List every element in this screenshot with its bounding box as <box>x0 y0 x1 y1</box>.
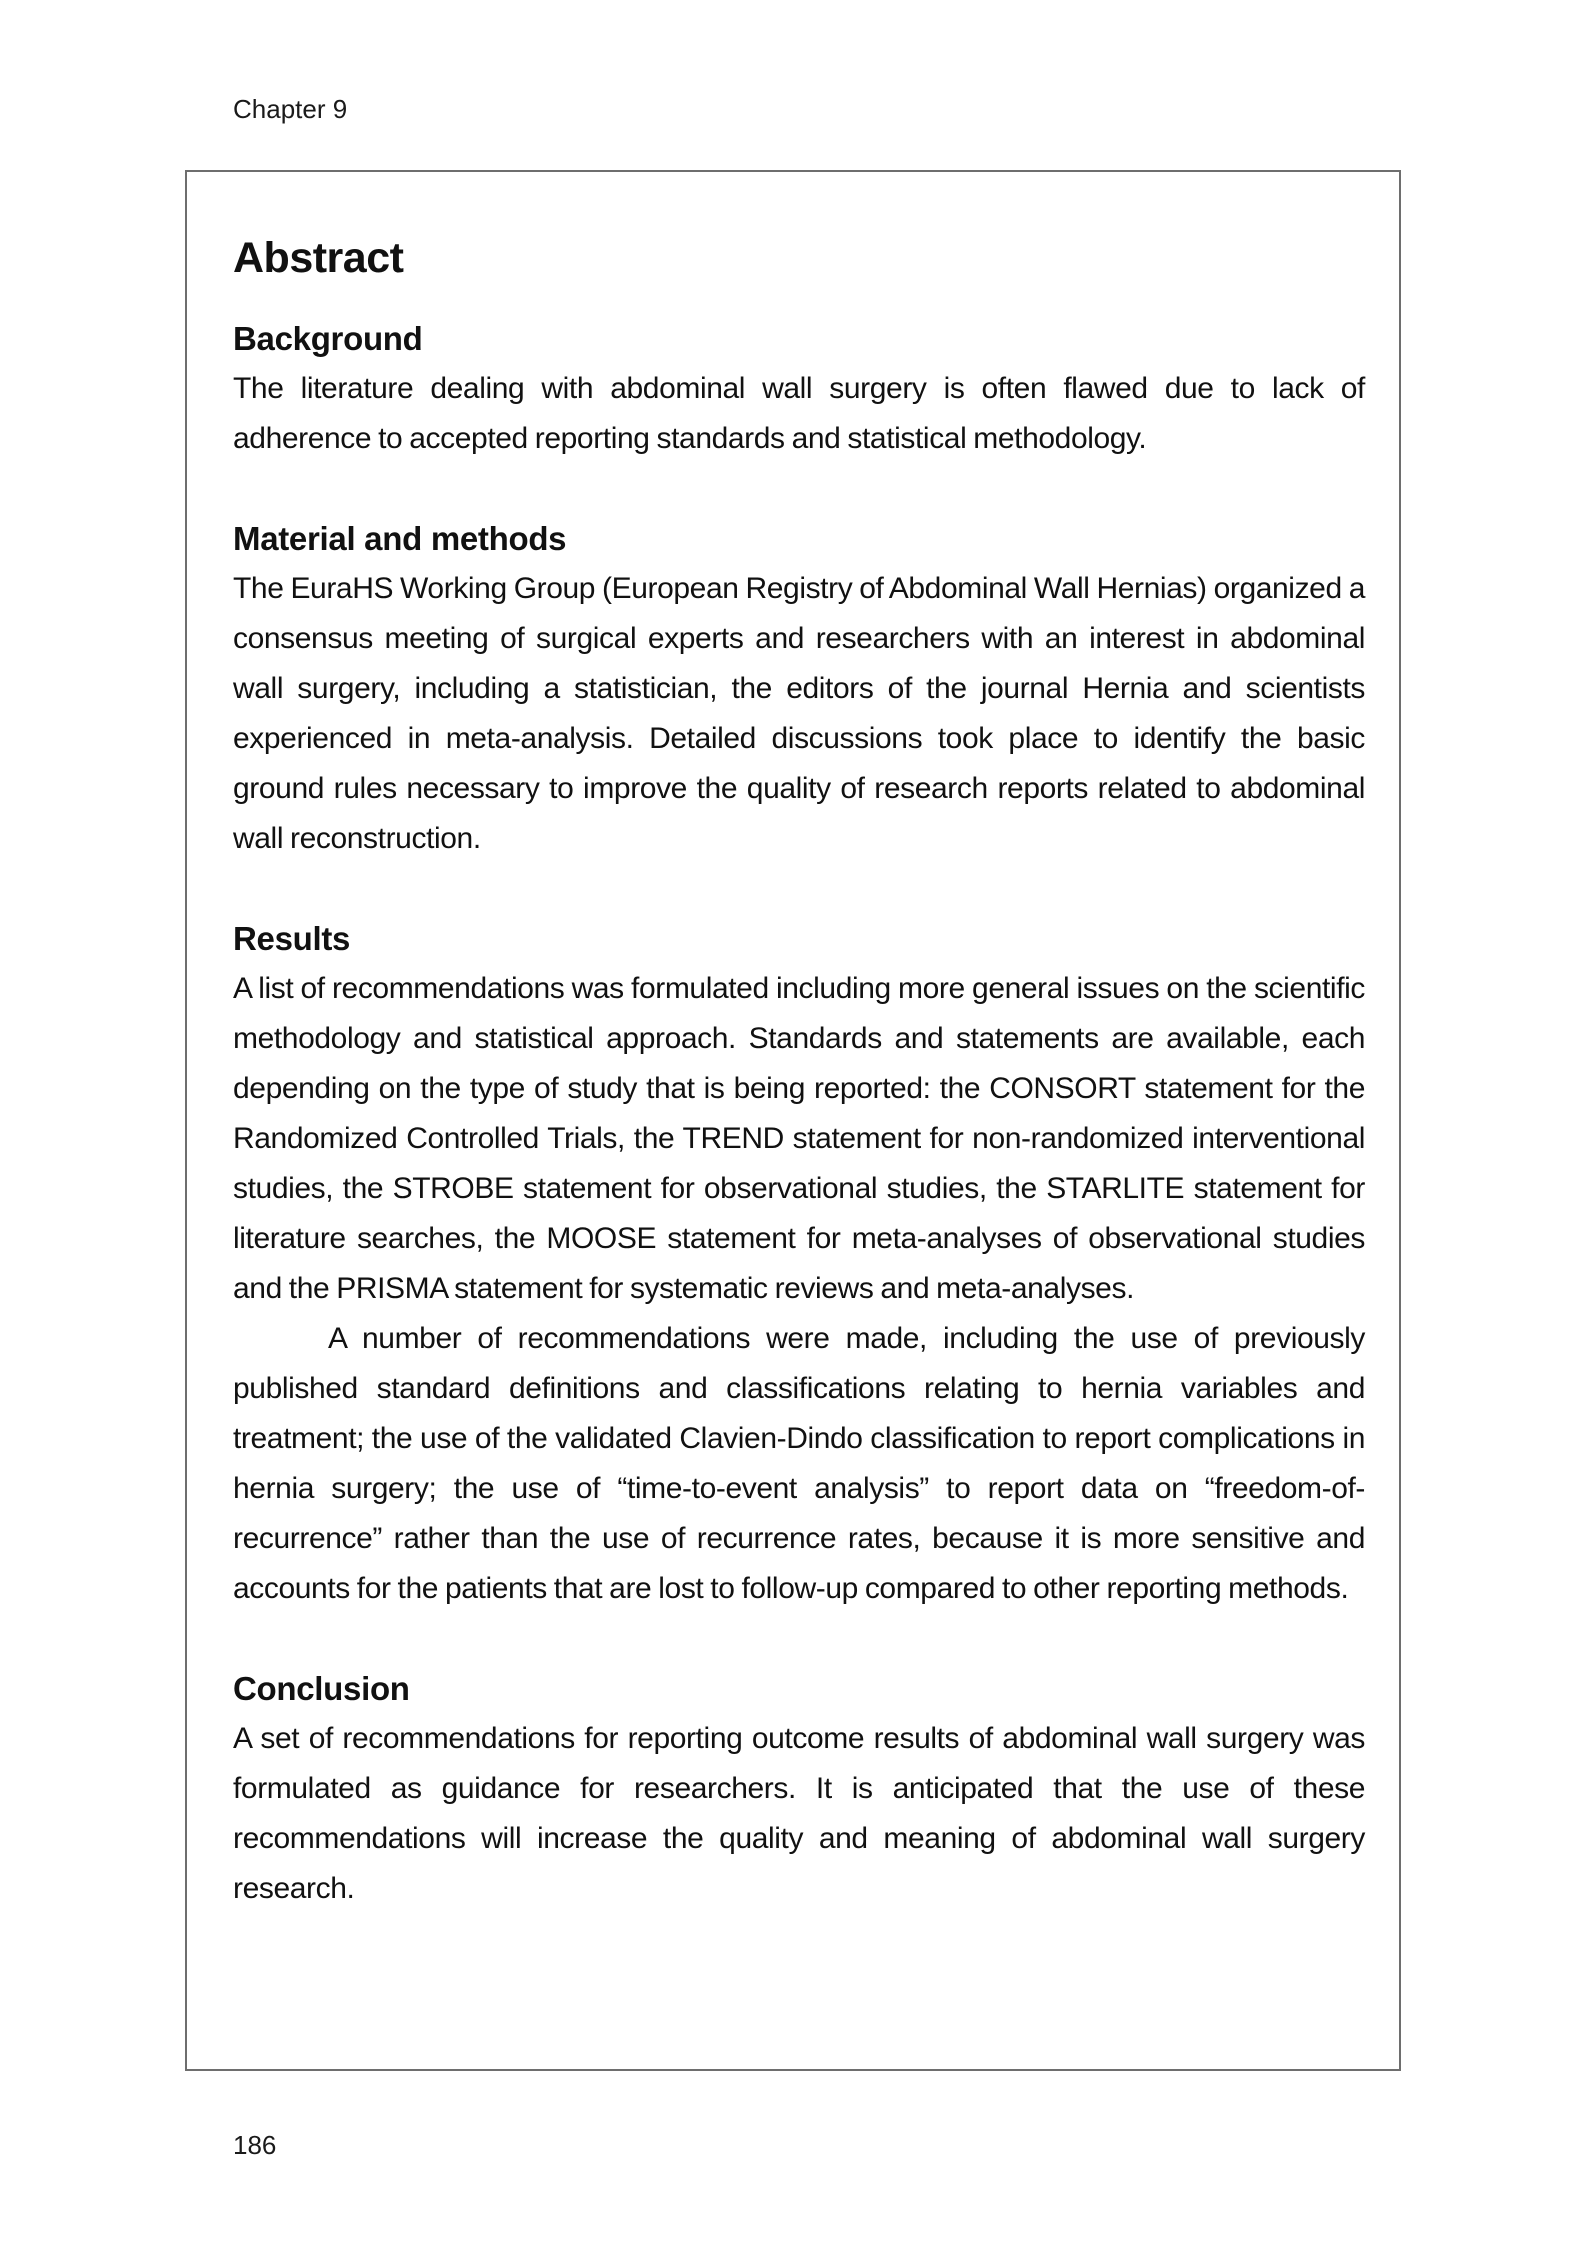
section-paragraph-indented: A number of recommendations were made, including the use of previously published standard definitions and classifications relating to hernia variables and treatment; the use of the validated Clavien-Dindo classification to report complications in hernia surgery; the use of “time-to-event analysis” to report data on “freedom-of-recurrence” rather than the use of recurrence rates, because it is more sensitive and accounts for the patients that are lost to follow-up compared to other reporting methods. <box>233 1322 1365 1605</box>
section-heading: Conclusion <box>233 1670 410 1707</box>
section-heading: Material and methods <box>233 520 567 557</box>
section-heading: Background <box>233 320 423 357</box>
section-paragraph: A list of recommendations was formulated including more general issues on the scientific methodology and statistical approach. Standards and statements are available, each depending on the type of study that is being reported: the CONSORT statement for the Randomized Controlled Trials, the TREND statement for non-randomized interventional studies, the STROBE statement for observational studies, the STARLITE statement for literature searches, the MOOSE statement for meta-analyses of observational studies and the PRISMA statement for systematic reviews and meta-analyses. <box>233 972 1365 1305</box>
section-paragraph: The literature dealing with abdominal wall surgery is often flawed due to lack of adherence to accepted reporting standards and statistical methodology. <box>233 372 1365 455</box>
abstract-title: Abstract <box>233 234 404 282</box>
section-paragraph: A set of recommendations for reporting outcome results of abdominal wall surgery was formulated as guidance for researchers. It is anticipated that the use of these recommendations will increase the quality and meaning of abdominal wall surgery research. <box>233 1722 1365 1905</box>
section-results <box>233 914 1365 1614</box>
section-heading: Results <box>233 920 351 957</box>
abstract-box <box>185 170 1401 2071</box>
section-background <box>233 314 1365 464</box>
running-head-chapter: Chapter 9 <box>233 94 348 124</box>
section-conclusion <box>233 1664 1365 1914</box>
page-number: 186 <box>233 2130 277 2160</box>
section-material-and-methods <box>233 514 1365 864</box>
section-paragraph: The EuraHS Working Group (European Registry of Abdominal Wall Hernias) organized a consensus meeting of surgical experts and researchers with an interest in abdominal wall surgery, including a statistician, the editors of the journal Hernia and scientists experienced in meta-analysis. Detailed discussions took place to identify the basic ground rules necessary to improve the quality of research reports related to abdominal wall reconstruction. <box>233 572 1365 855</box>
abstract-content <box>233 228 1365 1964</box>
